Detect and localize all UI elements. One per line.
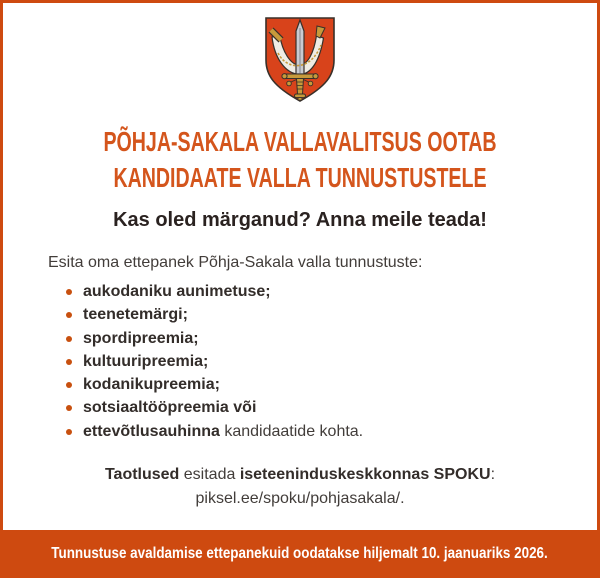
- award-label: kodanikupreemia;: [83, 376, 220, 394]
- award-label: teenetemärgi;: [83, 306, 188, 324]
- awards-list: [66, 280, 597, 443]
- page-title-line-2: KANDIDAATE VALLA TUNNUSTUSTELE: [113, 162, 487, 193]
- submission-bold-spoku: iseteeninduskeskkonnas SPOKU: [239, 466, 491, 484]
- submission-colon: :: [490, 466, 496, 484]
- submission-note: [3, 463, 597, 511]
- page-title-line-1: PÕHJA-SAKALA VALLAVALITSUS OOTAB: [103, 126, 497, 157]
- bullet-icon: [66, 289, 72, 295]
- deadline-text: Tunnustuse avaldamise ettepanekuid oodatakse hiljemalt 10. jaanuariks 2026.: [51, 545, 549, 562]
- award-label: kultuuripreemia;: [83, 352, 209, 370]
- award-label: ettevõtlusauhinna: [83, 422, 220, 440]
- award-item: [66, 280, 597, 303]
- submission-bold-taotlused: Taotlused: [104, 466, 180, 484]
- award-label-rest: kandidaatide kohta.: [219, 422, 364, 440]
- award-item: [66, 350, 597, 373]
- page-title: [92, 124, 508, 196]
- award-label: aukodaniku aunimetuse;: [83, 283, 271, 300]
- deadline-banner: [0, 530, 600, 578]
- submission-line-1: [3, 463, 597, 487]
- subtitle: Kas oled märganud? Anna meile teada!: [113, 209, 487, 231]
- award-item: [66, 373, 597, 396]
- bullet-icon: [66, 359, 72, 365]
- award-label: sotsiaaltööpreemia või: [83, 399, 257, 417]
- bullet-icon: [66, 312, 72, 318]
- bullet-icon: [66, 336, 72, 342]
- submission-mid-text: esitada: [179, 466, 240, 484]
- award-item: [66, 327, 597, 350]
- submission-url: piksel.ee/spoku/pohjasakala/.: [195, 490, 405, 508]
- award-item: [66, 396, 597, 419]
- bullet-icon: [66, 429, 72, 435]
- award-item: [66, 303, 597, 326]
- bullet-icon: [66, 382, 72, 388]
- award-item: [66, 420, 597, 443]
- intro-text: Esita oma ettepanek Põhja-Sakala valla tunnustuste:: [48, 254, 423, 271]
- award-label: spordipreemia;: [83, 329, 199, 347]
- bullet-icon: [66, 405, 72, 411]
- coat-of-arms-icon: [263, 15, 337, 104]
